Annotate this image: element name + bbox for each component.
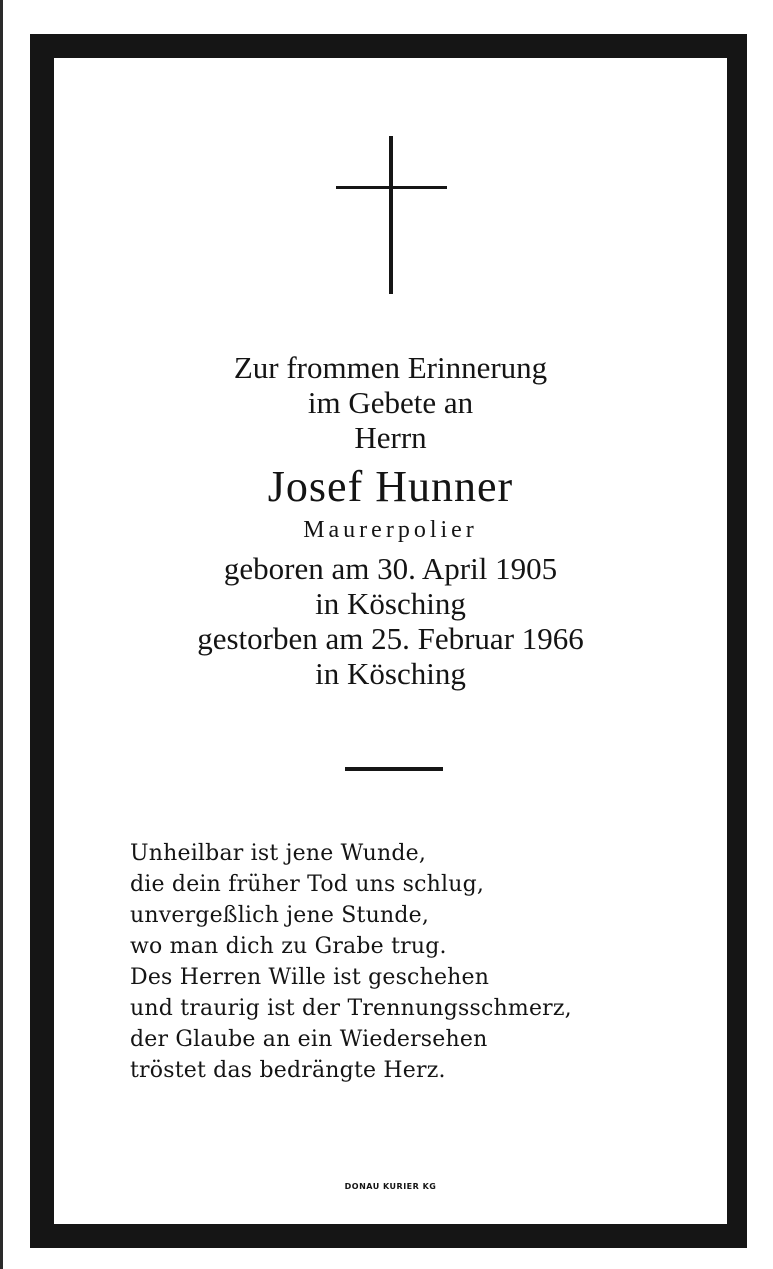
occupation: Maurerpolier xyxy=(303,517,478,543)
poem-line: Des Herren Wille ist geschehen xyxy=(130,965,490,990)
dedication-line-3: Herrn xyxy=(354,420,427,455)
dedication-line-1: Zur frommen Erinnerung xyxy=(233,350,548,385)
poem-line: tröstet das bedrängte Herz. xyxy=(130,1058,446,1083)
poem-line: unvergeßlich jene Stunde, xyxy=(130,903,430,928)
printer-imprint: DONAU KURIER KG xyxy=(344,1182,437,1191)
poem-line: Unheilbar ist jene Wunde, xyxy=(130,841,427,866)
death-date: gestorben am 25. Februar 1966 xyxy=(197,621,584,656)
dedication-line-2: im Gebete an xyxy=(307,385,474,420)
poem-line: und traurig ist der Trennungsschmerz, xyxy=(130,996,572,1021)
cross-icon xyxy=(54,58,727,358)
poem-line: wo man dich zu Grabe trug. xyxy=(130,934,447,959)
deceased-name: Josef Hunner xyxy=(267,462,514,511)
poem-line: der Glaube an ein Wiedersehen xyxy=(130,1027,488,1052)
card-inner-panel xyxy=(54,58,727,1224)
memorial-card xyxy=(30,34,747,1248)
memorial-text xyxy=(54,350,727,691)
scan-left-edge xyxy=(0,0,3,1269)
poem xyxy=(130,838,690,1086)
section-divider xyxy=(345,767,443,771)
poem-line: die dein früher Tod uns schlug, xyxy=(130,872,485,897)
death-place: in Kösching xyxy=(315,656,466,691)
cross-horizontal-bar xyxy=(336,186,447,189)
cross-vertical-bar xyxy=(389,136,393,294)
birth-place: in Kösching xyxy=(315,586,466,621)
birth-date: geboren am 30. April 1905 xyxy=(223,551,558,586)
